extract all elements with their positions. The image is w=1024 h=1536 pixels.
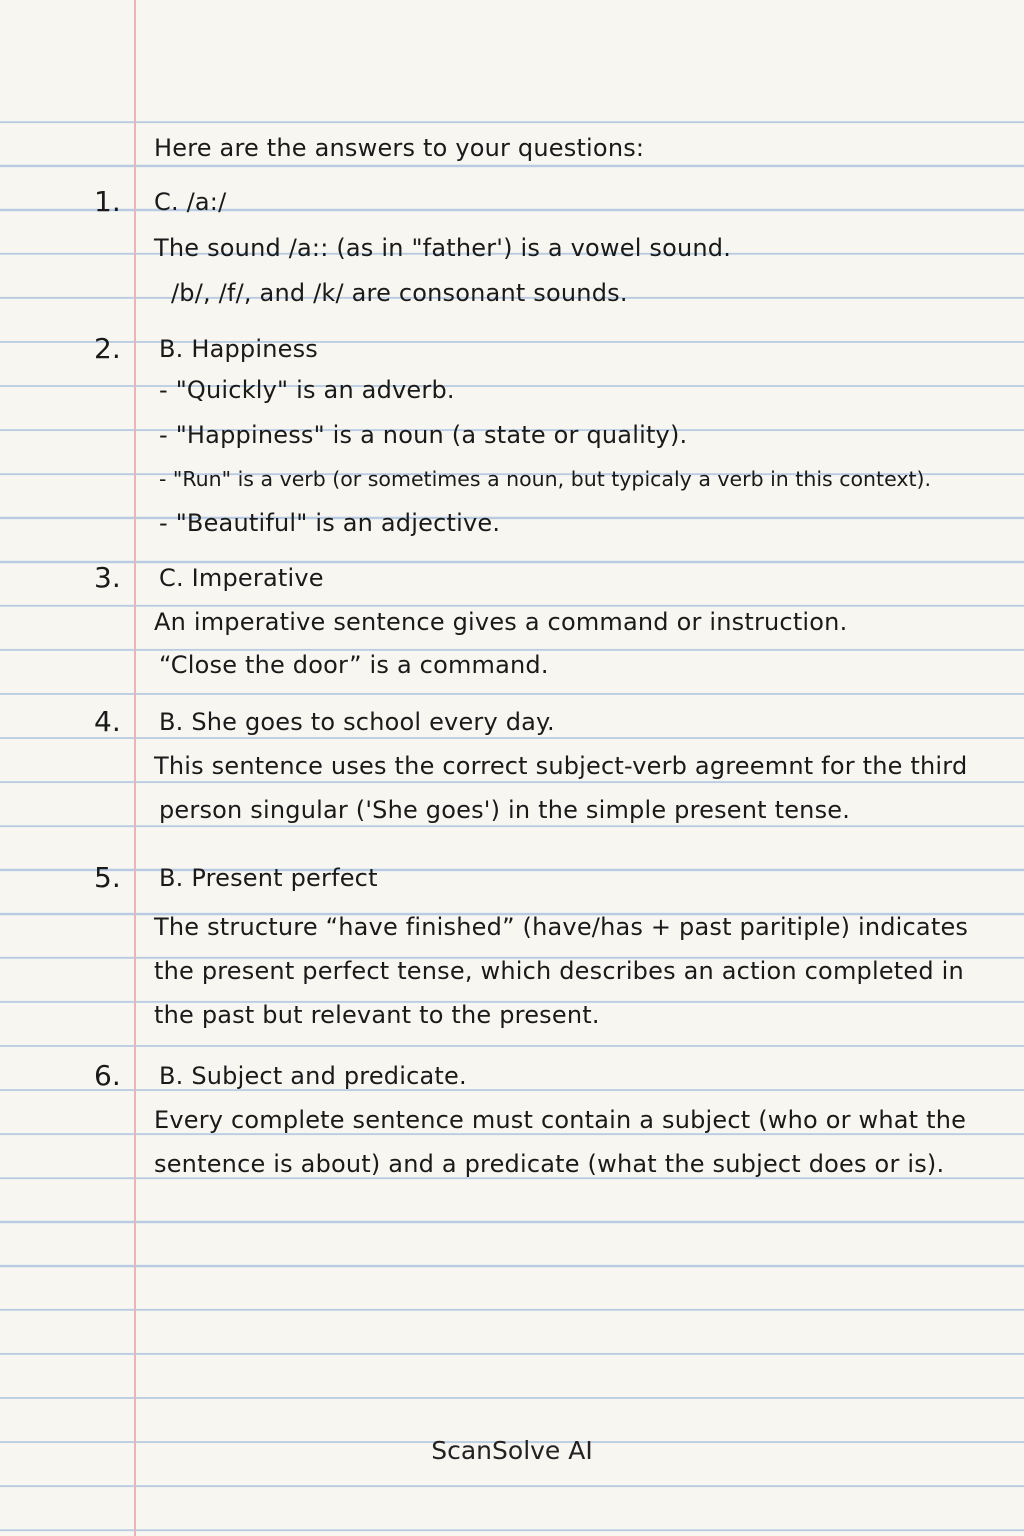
q4-answer: B. She goes to school every day. — [159, 708, 555, 736]
q6-answer: B. Subject and predicate. — [159, 1062, 467, 1090]
margin-line — [134, 0, 136, 1536]
intro-text: Here are the answers to your questions: — [154, 134, 645, 162]
q5-line-1: The structure “have finished” (have/has + past paritiple) indicates — [154, 913, 969, 941]
q2-line-4: - "Beautiful" is an adjective. — [159, 509, 501, 537]
q2-line-2: - "Happiness" is a noun (a state or quality). — [159, 421, 688, 449]
q1-line-2: /b/, /f/, and /k/ are consonant sounds. — [171, 279, 628, 307]
q2-number: 2. — [94, 332, 121, 365]
q3-line-1: An imperative sentence gives a command or instruction. — [154, 608, 848, 636]
q5-line-3: the past but relevant to the present. — [154, 1001, 600, 1029]
q3-number: 3. — [94, 561, 121, 594]
q3-line-2: “Close the door” is a command. — [159, 651, 549, 679]
q6-number: 6. — [94, 1059, 121, 1092]
q1-answer: C. /a:/ — [154, 188, 227, 216]
footer-brand: ScanSolve AI — [431, 1436, 593, 1465]
q1-line-1: The sound /a:: (as in "father') is a vowel sound. — [154, 234, 732, 262]
q4-number: 4. — [94, 705, 121, 738]
q2-line-3: - "Run" is a verb (or sometimes a noun, but typicaly a verb in this context). — [159, 467, 932, 491]
q4-line-1: This sentence uses the correct subject-verb agreemnt for the third — [154, 752, 968, 780]
q4-line-2: person singular ('She goes') in the simple present tense. — [159, 796, 851, 824]
q6-line-1: Every complete sentence must contain a subject (who or what the — [154, 1106, 967, 1134]
q1-number: 1. — [94, 185, 121, 218]
q3-answer: C. Imperative — [159, 564, 324, 592]
q6-line-2: sentence is about) and a predicate (what the subject does or is). — [154, 1150, 945, 1178]
q5-number: 5. — [94, 861, 121, 894]
q2-line-1: - "Quickly" is an adverb. — [159, 376, 455, 404]
q2-answer: B. Happiness — [159, 335, 318, 363]
q5-line-2: the present perfect tense, which describes an action completed in — [154, 957, 964, 985]
q5-answer: B. Present perfect — [159, 864, 378, 892]
